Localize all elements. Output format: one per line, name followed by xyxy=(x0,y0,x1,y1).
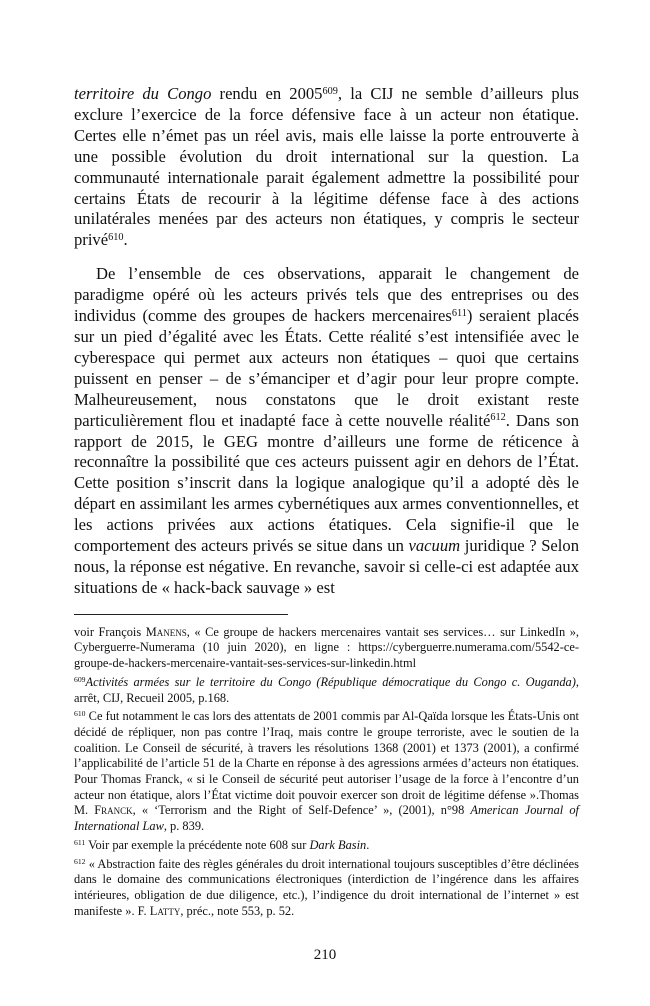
paragraph-2 xyxy=(74,264,579,599)
text-run: , arrêt, CIJ, Recueil 2005, p.168. xyxy=(74,674,579,705)
text-run: , la CIJ ne semble d’ailleurs plus exclure l’exercice de la force défensive face à un acteur non étatique. Certes elle n’émet pas un réel avis, mais elle laisse la porte entrouverte à une possible évolution du droit international sur la question. La communauté internationale parait également admettre la possibilité pour certains États de recourir à la légitime défense face à des actions unilatérales menées par des acteurs non étatiques, y compris le secteur privé xyxy=(74,84,579,250)
main-text xyxy=(74,84,579,599)
text-run: Ce fut notamment le cas lors des attentats de 2001 commis par Al-Qaïda lorsque les États-Unis ont décidé de répliquer, non pas contre l’Iraq, mais contre le groupe terroriste, avec le soutien de la coalition. Le Conseil de sécurité, à travers les résolutions 1368 (2001) et 1373 (2001), a confirmé l’applicabilité de l’article 51 de la Charte en réponse à des agressions armées d’acteurs non étatiques. Pour Thomas Franck, « si le Conseil de sécurité peut autoriser l’usage de la force à l’encontre d’un acteur non étatique, alors l’État victime doit pouvoir exercer son droit de légitime défense ».Thomas M. xyxy=(74,709,579,818)
footnote-ref-610[interactable]: 610 xyxy=(108,232,124,244)
footnote-610 xyxy=(74,709,579,835)
text-run: , « ‘Terrorism and the Right of Self-Defence’ », (2001), n°98 xyxy=(132,803,471,818)
footnote-612 xyxy=(74,857,579,920)
text-run: voir François xyxy=(74,624,146,639)
footnote-611 xyxy=(74,838,579,854)
footnote-divider xyxy=(74,614,288,615)
author-name: Franck xyxy=(94,803,133,818)
journal-title: American Journal of International Law xyxy=(74,803,579,834)
footnote-number: 609 xyxy=(74,675,86,685)
footnote-number: 611 xyxy=(74,838,86,848)
footnote-ref-612[interactable]: 612 xyxy=(490,412,506,424)
text-run: . xyxy=(366,837,370,852)
footnotes xyxy=(74,625,579,920)
text-run: . Dans son rapport de 2015, le GEG montre d’ailleurs une forme de réticence à reconnaître la possibilité que ces acteurs puissent agir en dehors de l’État. Cette position s’inscrit dans la logique analogique qu’il a adopté dès le départ en assimilant les armes cybernétiques aux armes conventionnelles, et les actions privées aux actions étatiques. Cela signifie-il que le comportement des acteurs privés se situe dans un xyxy=(74,410,579,556)
case-title: Activités armées sur le territoire du Congo (République démocratique du Congo c. Ouganda) xyxy=(85,674,576,689)
text-run: , préc., note 553, p. 52. xyxy=(180,903,295,918)
paragraph-1 xyxy=(74,84,579,251)
text-run: , p. 839. xyxy=(163,819,205,834)
footnote-609 xyxy=(74,675,579,706)
author-name: Manens xyxy=(145,624,187,639)
footnote-number: 610 xyxy=(74,709,86,719)
footnote-continuation xyxy=(74,625,579,672)
text-run: « Abstraction faite des règles générales du droit international toujours susceptibles d’être déclinées dans le domaine des communications électroniques (interdiction de l’ingérence dans les affaires intérieures, obligation de due diligence, etc.), l’indigence du droit international de l’internet » est manifeste ». F. xyxy=(74,856,579,918)
italic-term: Dark Basin xyxy=(309,837,367,852)
text-run: ) seraient placés sur un pied d’égalité avec les États. Cette réalité s’est intensifiée avec le cyberespace qui permet aux acteurs non étatiques – quoi que certains puissent en penser – de s’émanciper et d’agir pour leur propre compte. Malheureusement, nous constatons que le droit existant reste particulièrement flou et inadapté face à cette nouvelle réalité xyxy=(74,306,579,430)
text-run: Voir par exemple la précédente note 608 sur xyxy=(85,837,310,852)
footnote-number: 612 xyxy=(74,856,86,866)
page-number: 210 xyxy=(313,947,337,963)
text-run: De l’ensemble de ces observations, apparait le changement de paradigme opéré où les acteurs privés tels que des entreprises ou des individus (comme des groupes de hackers mercenaires xyxy=(74,264,579,326)
case-title: territoire du Congo xyxy=(74,84,212,103)
text-run: . xyxy=(123,230,128,250)
author-name: Latty xyxy=(149,903,181,918)
footnote-ref-611[interactable]: 611 xyxy=(451,307,467,319)
italic-term: vacuum xyxy=(408,536,461,556)
footnote-ref-609[interactable]: 609 xyxy=(322,85,338,97)
text-run: , « Ce groupe de hackers mercenaires vantait ses services… sur LinkedIn », Cyberguerre-Numerama (10 juin 2020), en ligne : https://cyberguerre.numerama.com/5542-ce-groupe-de-hackers-mercenaire-vantait-ses-services-sur-linkedin.html xyxy=(74,624,579,671)
text-run: rendu en 2005 xyxy=(211,84,323,103)
text-run: juridique ? Selon nous, la réponse est négative. En revanche, savoir si celle-ci est adaptée aux situations de « hack-back sauvage » est xyxy=(74,536,579,597)
